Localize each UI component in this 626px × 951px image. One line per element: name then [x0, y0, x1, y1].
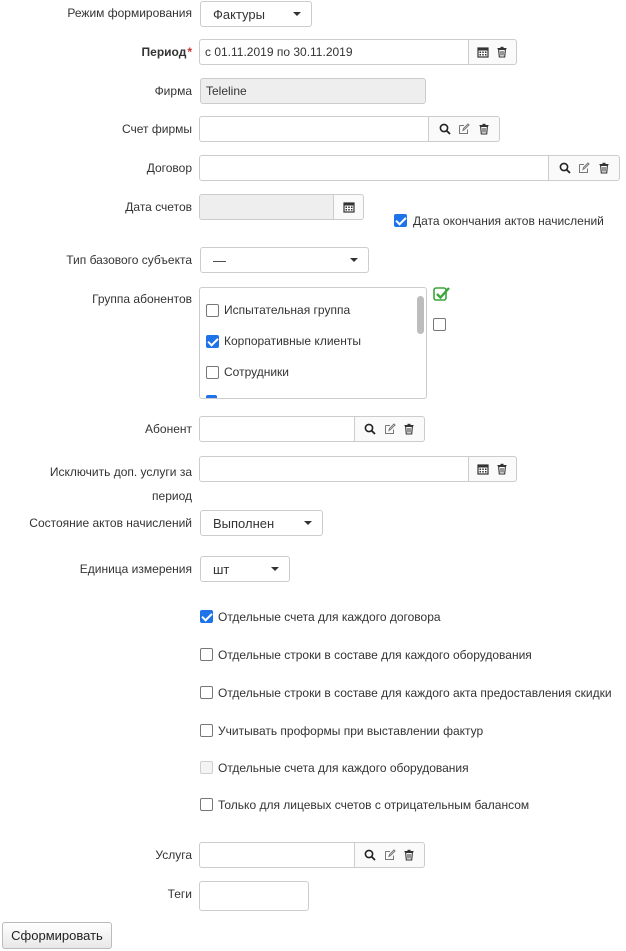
- group-item-checkbox[interactable]: [206, 304, 219, 317]
- firm-account-input[interactable]: [199, 116, 429, 142]
- option-label: Только для лицевых счетов с отрицательным балансом: [218, 798, 530, 812]
- required-mark: *: [187, 45, 192, 59]
- unit-label: Единица измерения: [79, 562, 192, 576]
- mode-dropdown[interactable]: [200, 1, 312, 27]
- calendar-icon[interactable]: [477, 46, 489, 58]
- act-state-value: Выполнен: [213, 515, 275, 531]
- list-item[interactable]: [200, 301, 410, 319]
- subscriber-input[interactable]: [199, 416, 355, 442]
- mode-label: Режим формирования: [67, 6, 192, 20]
- search-icon[interactable]: [364, 849, 376, 861]
- contract-label: Договор: [146, 161, 192, 175]
- service-label: Услуга: [155, 848, 192, 862]
- end-date-checkbox[interactable]: [394, 214, 407, 227]
- chevron-down-icon: [271, 567, 279, 571]
- edit-icon[interactable]: [578, 162, 590, 174]
- period-addon: [468, 39, 517, 65]
- period-input[interactable]: с 01.11.2019 по 30.11.2019: [199, 39, 469, 65]
- contract-input[interactable]: [199, 155, 549, 181]
- group-item-label: Корпоративные клиенты: [224, 334, 361, 348]
- invoice-date-input[interactable]: [199, 194, 334, 220]
- subscriber-group-listbox[interactable]: [199, 287, 427, 399]
- option-checkbox: [200, 761, 213, 774]
- uncheck-all-checkbox[interactable]: [433, 318, 446, 331]
- submit-button[interactable]: Сформировать: [2, 922, 112, 949]
- firm-field: Teleline: [200, 78, 426, 104]
- option-checkbox[interactable]: [200, 648, 213, 661]
- base-subject-type-value: —: [213, 252, 226, 268]
- subscriber-addon: [354, 416, 425, 442]
- trash-icon[interactable]: [496, 46, 508, 58]
- trash-icon[interactable]: [598, 162, 610, 174]
- exclude-services-label: Исключить доп. услуги за период: [49, 465, 192, 503]
- chevron-down-icon: [304, 521, 312, 525]
- unit-value: шт: [213, 561, 230, 577]
- edit-icon[interactable]: [458, 123, 470, 135]
- contract-addon: [548, 155, 620, 181]
- base-subject-type-label: Тип базового субъекта: [66, 253, 192, 267]
- option-checkbox[interactable]: [200, 798, 213, 811]
- trash-icon[interactable]: [496, 463, 508, 475]
- firm-account-addon: [428, 116, 500, 142]
- option-label: Отдельные счета для каждого оборудования: [218, 761, 469, 775]
- subscriber-label: Абонент: [145, 422, 192, 436]
- group-item-checkbox[interactable]: [206, 335, 219, 348]
- partial-checkbox: [206, 395, 217, 399]
- invoice-date-label: Дата счетов: [125, 200, 192, 214]
- option-label: Отдельные строки в составе для каждого оборудования: [218, 648, 532, 662]
- tags-input[interactable]: [199, 881, 309, 911]
- base-subject-type-dropdown[interactable]: [200, 247, 369, 273]
- end-date-checkbox-label: Дата окончания актов начислений: [413, 214, 604, 228]
- trash-icon[interactable]: [403, 849, 415, 861]
- trash-icon[interactable]: [403, 423, 415, 435]
- search-icon[interactable]: [439, 123, 451, 135]
- period-label: Период*: [141, 45, 192, 59]
- service-input[interactable]: [199, 842, 355, 868]
- option-checkbox[interactable]: [200, 686, 213, 699]
- chevron-down-icon: [350, 258, 358, 262]
- mode-value: Фактуры: [213, 6, 265, 22]
- search-icon[interactable]: [559, 162, 571, 174]
- group-item-checkbox[interactable]: [206, 366, 219, 379]
- calendar-icon[interactable]: [477, 463, 489, 475]
- list-item[interactable]: [200, 363, 410, 381]
- option-checkbox[interactable]: [200, 610, 213, 623]
- subscriber-group-label: Группа абонентов: [92, 292, 192, 306]
- tags-label: Теги: [167, 887, 192, 901]
- calendar-icon[interactable]: [343, 201, 355, 213]
- edit-icon[interactable]: [384, 423, 396, 435]
- check-all-icon[interactable]: [433, 286, 451, 302]
- list-item[interactable]: [200, 332, 410, 350]
- search-icon[interactable]: [364, 423, 376, 435]
- exclude-services-input[interactable]: [199, 456, 469, 482]
- invoice-date-addon: [333, 194, 364, 220]
- chevron-down-icon: [293, 12, 301, 16]
- option-label: Отдельные строки в составе для каждого акта предоставления скидки: [218, 686, 612, 700]
- option-checkbox[interactable]: [200, 724, 213, 737]
- act-state-label: Состояние актов начислений: [29, 516, 192, 530]
- group-item-label: Испытательная группа: [224, 303, 351, 317]
- exclude-services-addon: [468, 456, 517, 482]
- edit-icon[interactable]: [384, 849, 396, 861]
- firm-label: Фирма: [154, 84, 192, 98]
- group-item-label: Сотрудники: [224, 365, 289, 379]
- unit-dropdown[interactable]: [200, 556, 290, 582]
- act-state-dropdown[interactable]: [200, 510, 323, 536]
- service-addon: [354, 842, 425, 868]
- listbox-scrollbar[interactable]: [417, 296, 424, 334]
- option-label: Отдельные счета для каждого договора: [218, 610, 441, 624]
- firm-account-label: Счет фирмы: [121, 122, 192, 136]
- option-label: Учитывать проформы при выставлении фактур: [218, 724, 484, 738]
- trash-icon[interactable]: [478, 123, 490, 135]
